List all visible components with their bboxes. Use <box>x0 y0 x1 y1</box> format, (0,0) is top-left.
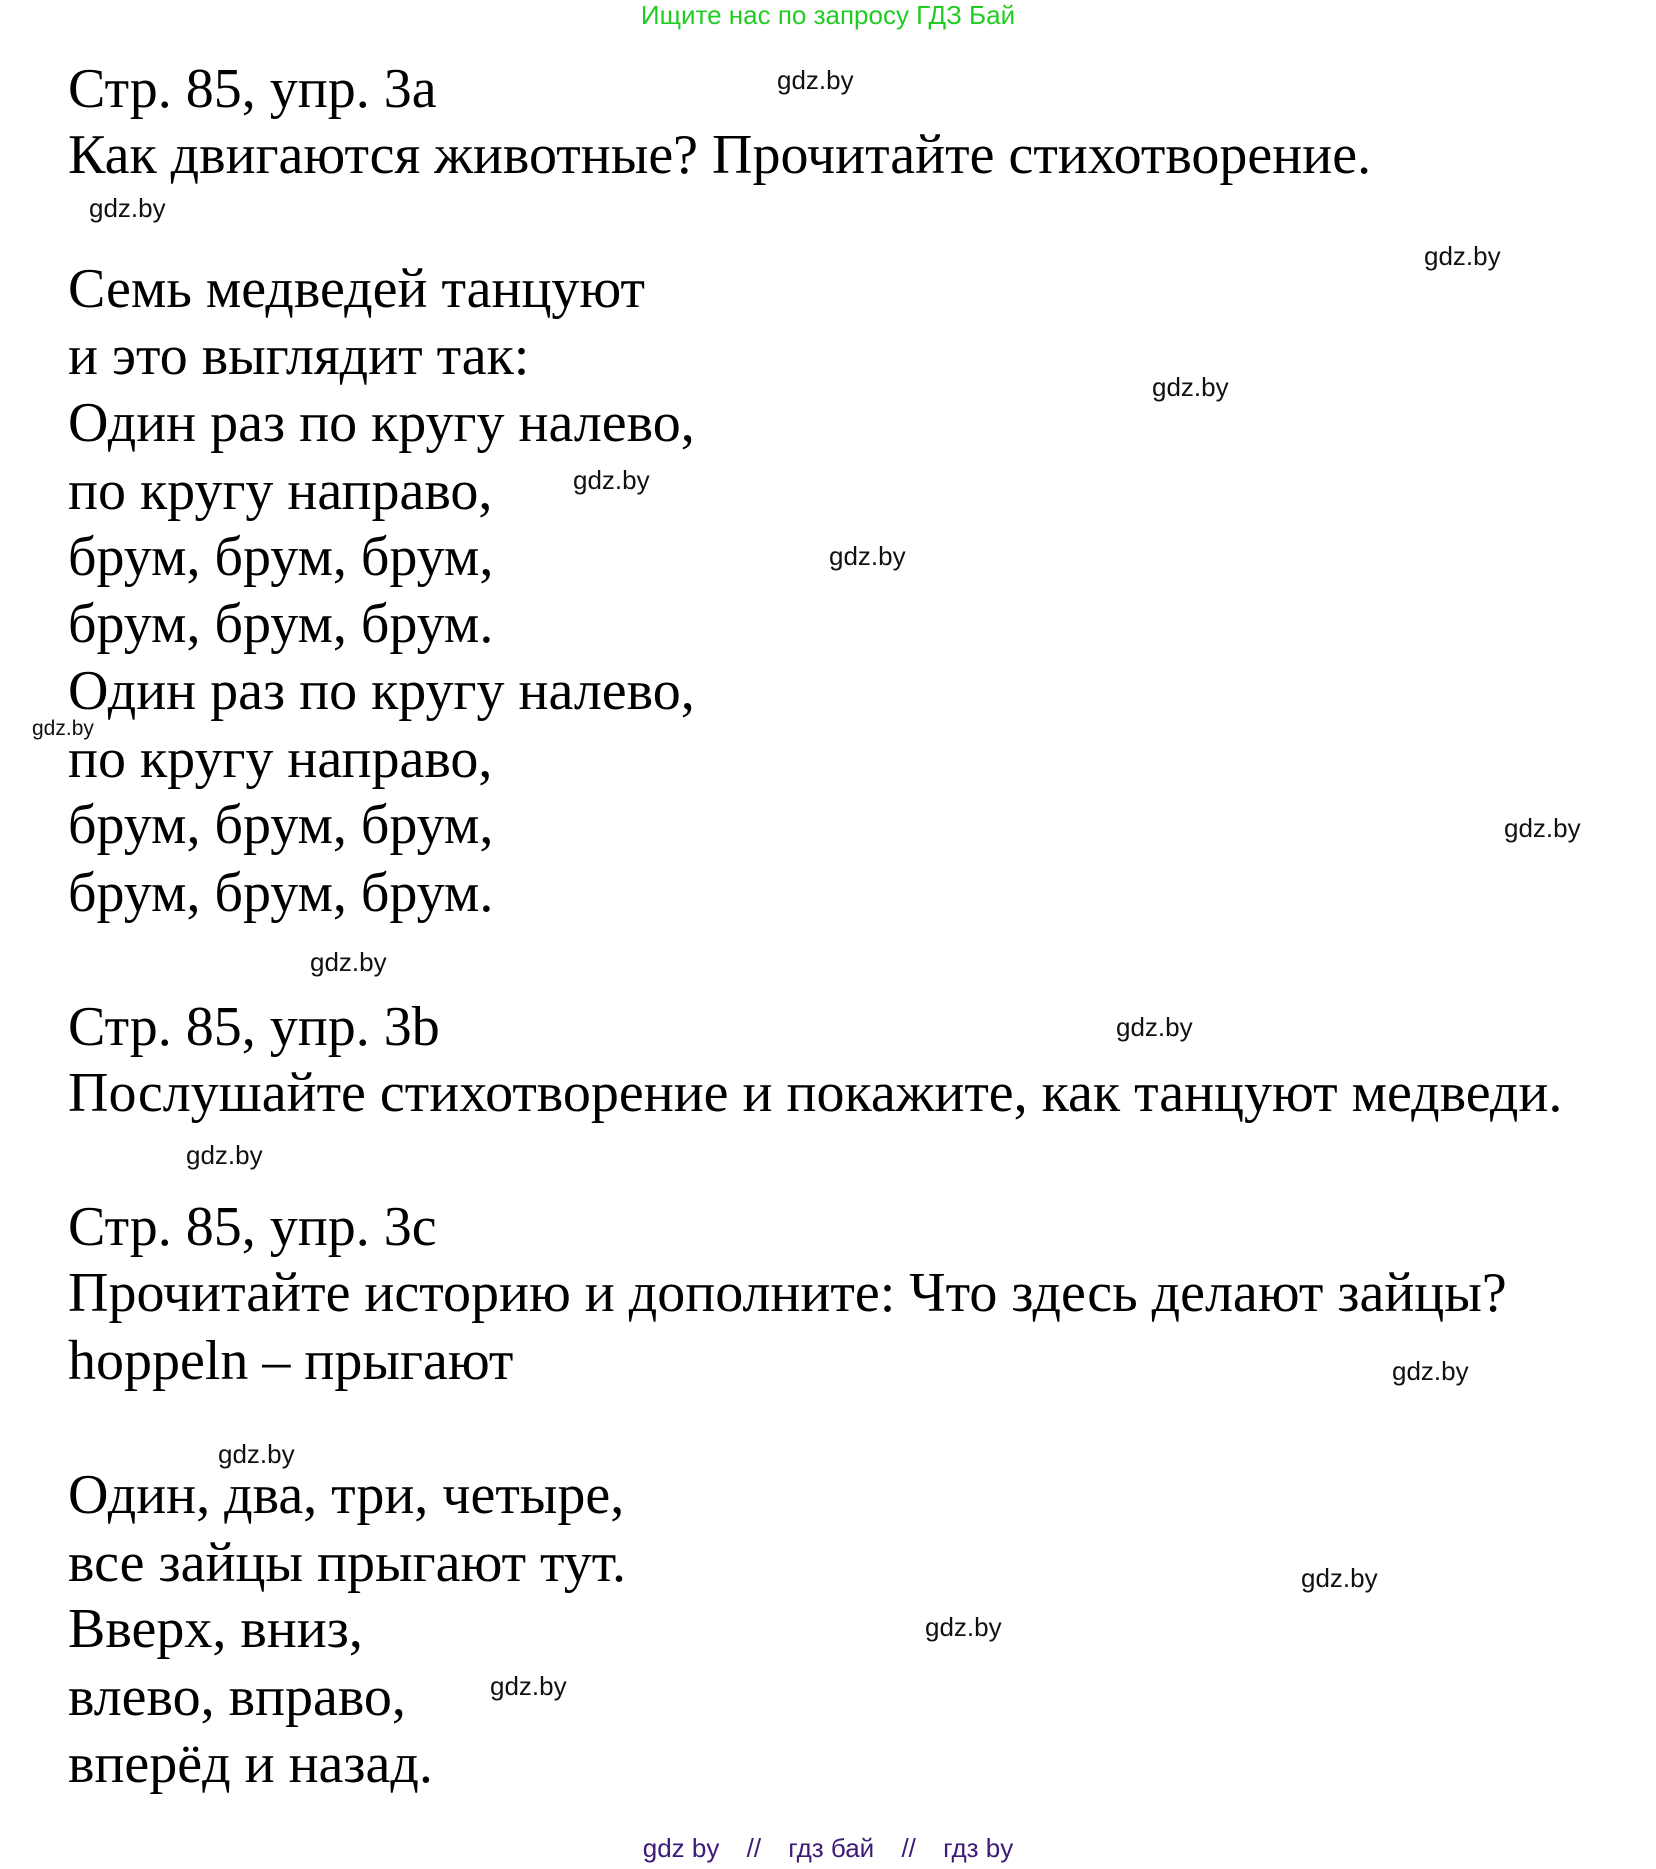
text-line: по кругу направо, <box>68 460 493 522</box>
text-line: брум, брум, брум. <box>68 593 494 655</box>
text-line: все зайцы прыгают тут. <box>68 1532 627 1594</box>
text-line: влево, вправо, <box>68 1666 406 1728</box>
watermark: gdz.by <box>1116 1012 1193 1042</box>
text-line: Один раз по кругу налево, <box>68 392 695 454</box>
text-line: Один, два, три, четыре, <box>68 1464 625 1526</box>
watermark: gdz.by <box>186 1140 263 1170</box>
text-line: Вверх, вниз, <box>68 1598 363 1660</box>
text-line: вперёд и назад. <box>68 1733 433 1795</box>
watermark: gdz.by <box>1301 1563 1378 1593</box>
text-line: Прочитайте историю и дополните: Что здесь делают зайцы? <box>68 1262 1507 1324</box>
watermark: gdz.by <box>1504 813 1581 843</box>
watermark: gdz.by <box>218 1439 295 1469</box>
text-line: брум, брум, брум. <box>68 862 494 924</box>
text-line: брум, брум, брум, <box>68 794 494 856</box>
watermark: gdz.by <box>89 193 166 223</box>
text-line: брум, брум, брум, <box>68 526 494 588</box>
footer-link-gdz-by-2[interactable]: гдз by <box>943 1833 1014 1863</box>
watermark: gdz.by <box>925 1612 1002 1642</box>
text-line: Семь медведей танцуют <box>68 258 645 320</box>
footer <box>0 1832 1656 1864</box>
watermark: gdz.by <box>573 465 650 495</box>
exercise-heading: Стр. 85, упр. 3c <box>68 1196 437 1258</box>
search-hint-banner: Ищите нас по запросу ГДЗ Бай <box>640 0 1016 30</box>
footer-link-gdz-bai[interactable]: гдз бай <box>788 1833 875 1863</box>
text-line: Как двигаются животные? Прочитайте стихотворение. <box>68 124 1372 186</box>
watermark: gdz.by <box>1392 1356 1469 1386</box>
exercise-heading: Стр. 85, упр. 3b <box>68 996 440 1058</box>
text-line: Послушайте стихотворение и покажите, как танцуют медведи. <box>68 1062 1563 1124</box>
footer-link-gdz-by[interactable]: gdz by <box>642 1833 720 1863</box>
watermark: gdz.by <box>1152 372 1229 402</box>
watermark: gdz.by <box>310 947 387 977</box>
watermark: gdz.by <box>490 1671 567 1701</box>
watermark: gdz.by <box>1424 241 1501 271</box>
watermark: gdz.by <box>777 65 854 95</box>
footer-separator: // <box>746 1833 762 1863</box>
text-line: hoppeln – прыгают <box>68 1330 514 1392</box>
watermark: gdz.by <box>829 541 906 571</box>
watermark: gdz.by <box>32 717 94 740</box>
text-line: Один раз по кругу налево, <box>68 660 695 722</box>
text-line: по кругу направо, <box>68 728 493 790</box>
footer-separator: // <box>901 1833 916 1863</box>
exercise-heading: Стр. 85, упр. 3a <box>68 58 437 120</box>
text-line: и это выглядит так: <box>68 325 530 387</box>
